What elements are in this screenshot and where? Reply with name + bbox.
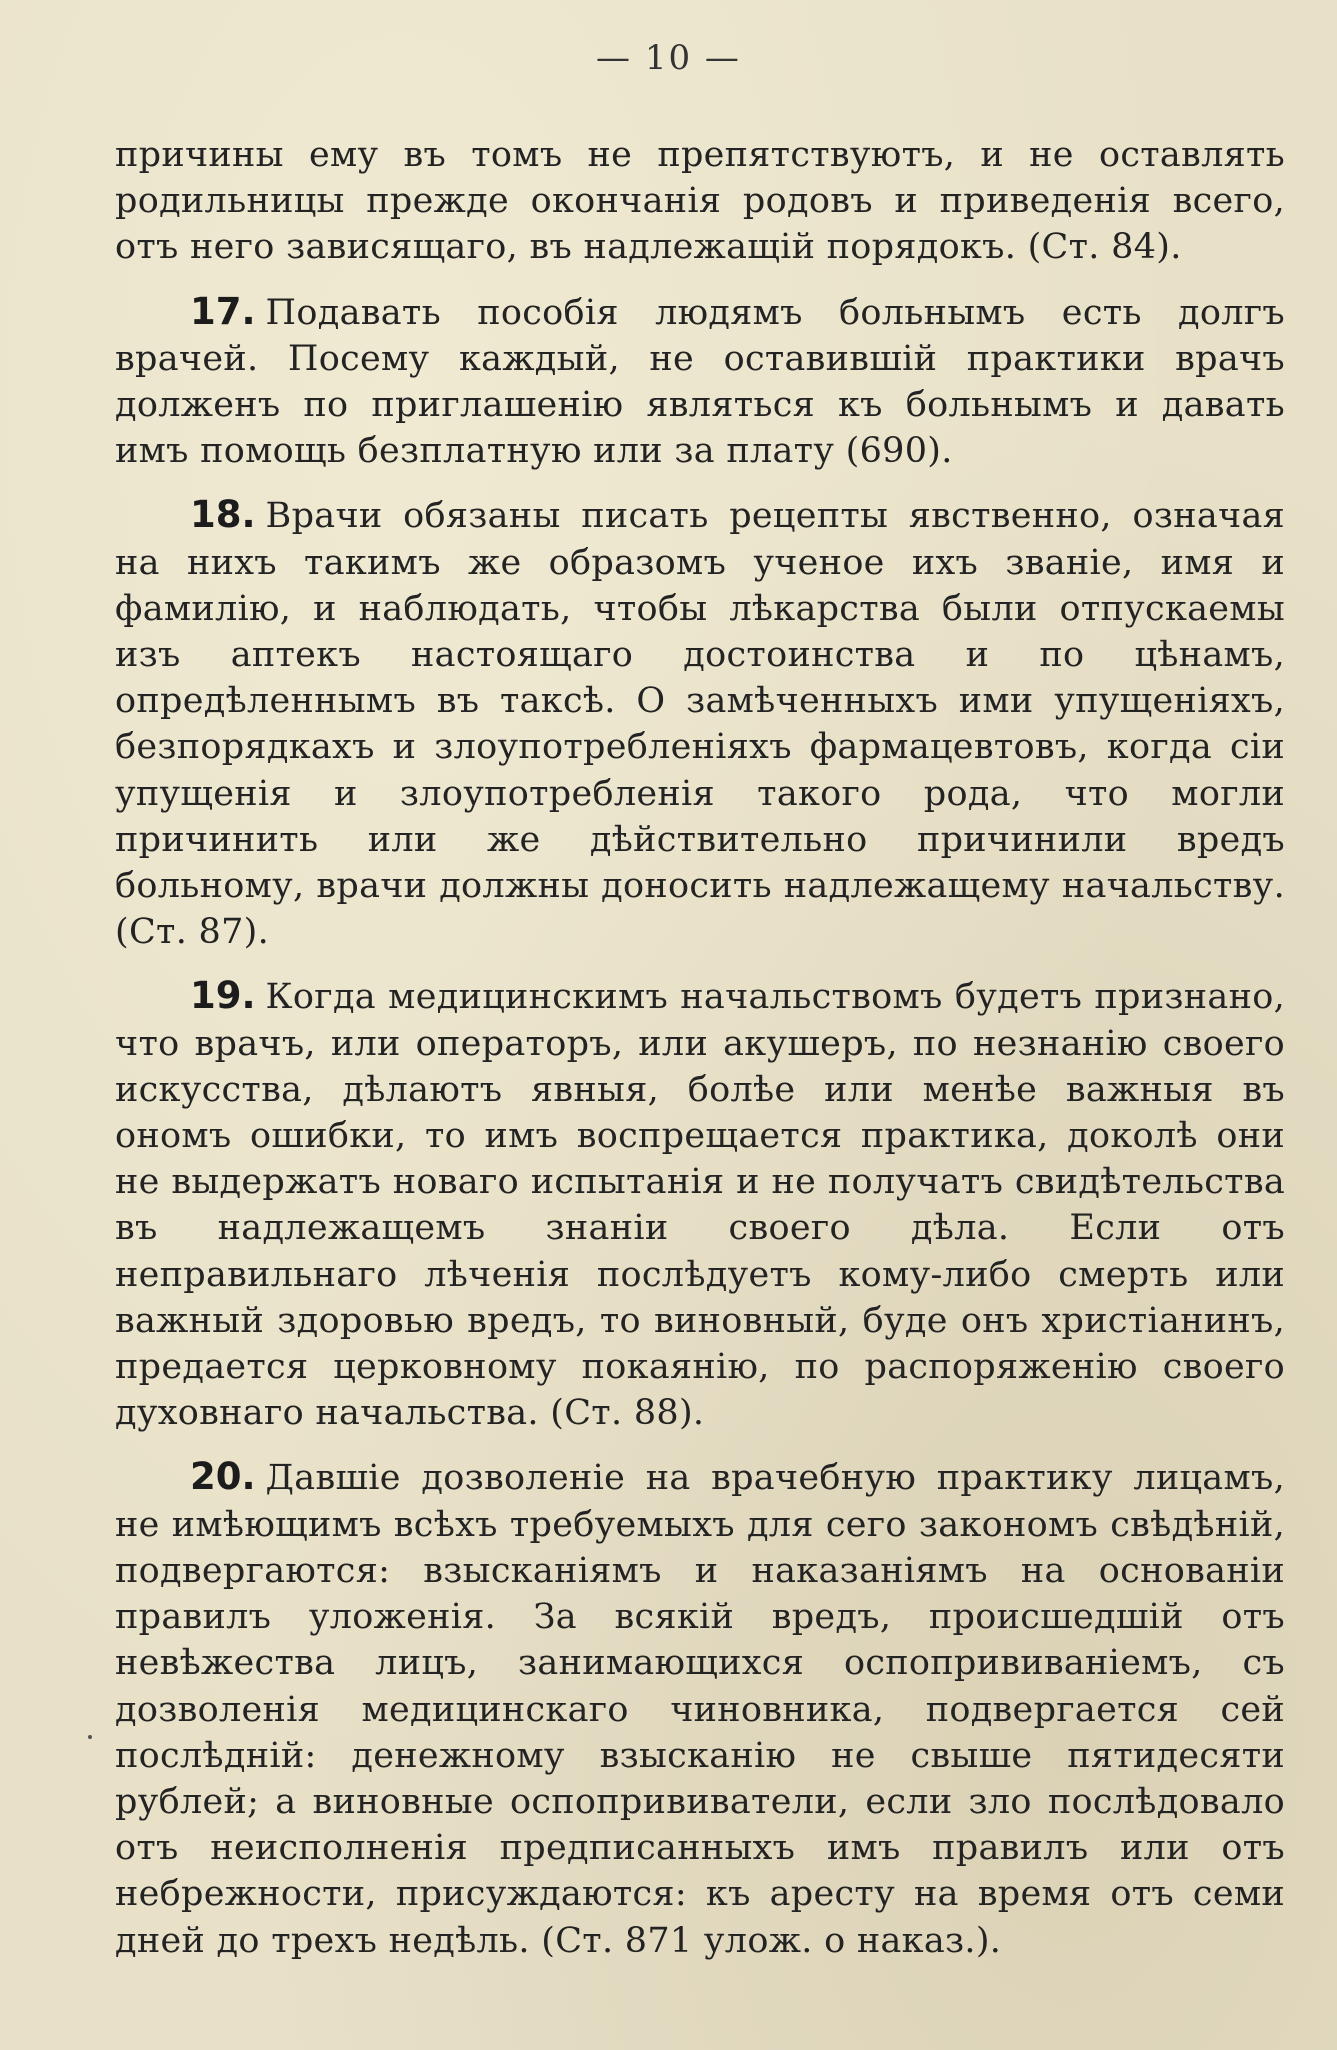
article-number: 20. — [190, 1455, 256, 1499]
page-number: — 10 — — [596, 38, 741, 78]
article-number: 18. — [190, 493, 256, 537]
article-20 — [115, 1454, 1285, 1963]
article-19 — [115, 973, 1285, 1436]
article-text: Когда медицинскимъ начальствомъ будетъ признано, что врачъ, или операторъ, или акушеръ, по незнанію своего искусства, дѣлаютъ явныя, болѣе или менѣе важныя въ ономъ ошибки, то имъ воспрещается практика, доколѣ они не выдержатъ новаго испытанія и не получатъ свидѣтельства въ надлежащемъ знаніи своего дѣла. Если отъ неправильнаго лѣченія послѣдуетъ кому-либо смерть или важный здоровью вредъ, то виновный, буде онъ христіанинъ, предается церковному покаянію, по распоряженію своего духовнаго начальства. (Ст. 88). — [115, 977, 1285, 1434]
article-18 — [115, 492, 1285, 955]
paragraph-text: причины ему въ томъ не препятствуютъ, и не оставлять родильницы прежде окончанія родовъ и приведенія всего, отъ него зависящаго, въ надлежащій порядокъ. (Ст. 84). — [115, 135, 1285, 268]
article-text: Врачи обязаны писать рецепты явственно, означая на нихъ такимъ же образомъ ученое ихъ званіе, имя и фамилію, и наблюдать, чтобы лѣкарства были отпускаемы изъ аптекъ настоящаго достоинства и по цѣнамъ, опредѣленнымъ въ таксѣ. О замѣченныхъ ими упущеніяхъ, безпорядкахъ и злоупотребленіяхъ фармацевтовъ, когда сіи упущенія и злоупотребленія такого рода, что могли причинить или же дѣйствительно причинили вредъ больному, врачи должны доносить надлежащему начальству. (Ст. 87). — [115, 496, 1285, 953]
article-number: 19. — [190, 974, 256, 1018]
article-text: Подавать пособія людямъ больнымъ есть долгъ врачей. Посему каждый, не оставившій практики врачъ долженъ по приглашенію являться къ больнымъ и давать имъ помощь безплатную или за плату (690). — [115, 292, 1285, 472]
body-text — [115, 132, 1285, 1964]
article-text: Давшіе дозволеніе на врачебную практику лицамъ, не имѣющимъ всѣхъ требуемыхъ для сего закономъ свѣдѣній, подвергаются: взысканіямъ и наказаніямъ на основаніи правилъ уложенія. За всякій вредъ, происшедшій отъ невѣжества лицъ, занимающихся оспопрививаніемъ, съ дозволенія медицинскаго чиновника, подвергается сей послѣдній: денежному взысканію не свыше пятидесяти рублей; а виновные оспопрививатели, если зло послѣдовало отъ неисполненія предписанныхъ имъ правилъ или отъ небрежности, присуждаются: къ аресту на время отъ семи дней до трехъ недѣль. (Ст. 871 улож. о наказ.). — [115, 1458, 1285, 1961]
article-17 — [115, 289, 1285, 475]
paragraph-continuation — [115, 132, 1285, 271]
article-number: 17. — [190, 289, 256, 333]
ink-speck — [88, 1735, 92, 1739]
